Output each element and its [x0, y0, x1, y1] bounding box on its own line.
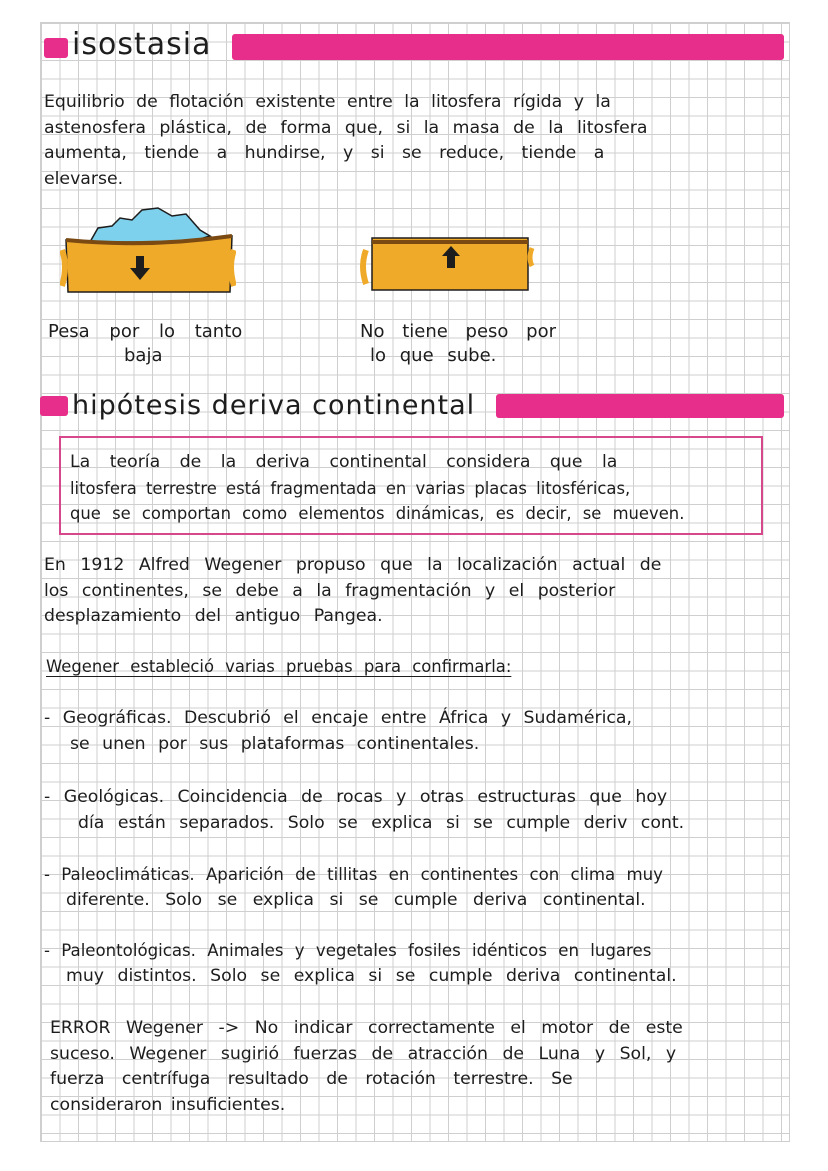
section-title-isostasia: isostasia	[72, 27, 212, 62]
evidence-line: - Paleoclimáticas. Aparición de tillitas en continentes con clima muy	[44, 865, 663, 884]
evidence-line: día están separados. Solo se explica si se cumple deriv cont.	[78, 812, 685, 833]
definition-line: que se comportan como elementos dinámicas, es decir, se mueven.	[70, 504, 685, 523]
paragraph-line: aumenta, tiende a hundirse, y si se reduce, tiende a	[44, 143, 605, 163]
evidence-line: - Geológicas. Coincidencia de rocas y otras estructuras que hoy	[44, 787, 668, 807]
evidence-line: diferente. Solo se explica si se cumple deriva continental.	[66, 889, 646, 910]
caption-rising	[360, 320, 556, 368]
definition-text	[70, 450, 684, 527]
error-paragraph	[50, 1016, 683, 1118]
title-highlight-right	[496, 394, 784, 418]
paragraph-line: elevarse.	[44, 168, 124, 189]
evidence-item-geologicas	[44, 785, 684, 836]
wegener-intro	[44, 553, 661, 630]
intro-line: desplazamiento del antiguo Pangea.	[44, 606, 383, 626]
evidence-line: se unen por sus plataformas continentales.	[70, 733, 480, 754]
evidence-item-paleontologicas	[44, 938, 677, 989]
intro-line: los continentes, se debe a la fragmentación y el posterior	[44, 580, 616, 601]
evidence-line: muy distintos. Solo se explica si se cumple deriva continental.	[66, 965, 677, 986]
evidence-item-paleoclimaticas	[44, 862, 663, 913]
error-line: fuerza centrífuga resultado de rotación terrestre. Se	[50, 1069, 573, 1089]
caption-line: lo que sube.	[370, 345, 497, 366]
caption-line: Pesa por lo tanto	[48, 321, 243, 342]
title-highlight-left	[44, 38, 68, 58]
definition-line: litosfera terrestre está fragmentada en varias placas litosféricas,	[70, 478, 631, 498]
caption-line: baja	[124, 345, 163, 366]
section-title-deriva: hipótesis deriva continental	[72, 390, 476, 421]
intro-line: En 1912 Alfred Wegener propuso que la localización actual de	[44, 555, 662, 575]
sinking-block-figure	[60, 206, 236, 296]
evidence-heading: Wegener estableció varias pruebas para confirmarla:	[46, 657, 512, 676]
error-line: consideraron insuficientes.	[50, 1094, 286, 1115]
evidence-line: - Geográficas. Descubrió el encaje entre África y Sudamérica,	[44, 708, 632, 728]
ice-mass	[90, 208, 210, 242]
isostasia-paragraph	[44, 90, 648, 192]
error-line: ERROR Wegener -> No indicar correctamente el motor de este	[50, 1018, 683, 1038]
title-highlight-left	[40, 396, 68, 416]
caption-line: No tiene peso por	[360, 321, 556, 342]
definition-line: La teoría de la deriva continental considera que la	[70, 452, 618, 472]
title-highlight-right	[232, 34, 784, 60]
paragraph-line: astenosfera plástica, de forma que, si la masa de la litosfera	[44, 117, 648, 138]
error-line: suceso. Wegener sugirió fuerzas de atracción de Luna y Sol, y	[50, 1043, 677, 1064]
caption-sinking	[48, 320, 242, 368]
paragraph-line: Equilibrio de flotación existente entre la litosfera rígida y la	[44, 92, 611, 112]
rising-block-figure	[356, 232, 536, 294]
evidence-line: - Paleontológicas. Animales y vegetales fosiles idénticos en lugares	[44, 941, 652, 960]
evidence-item-geograficas	[44, 706, 632, 757]
